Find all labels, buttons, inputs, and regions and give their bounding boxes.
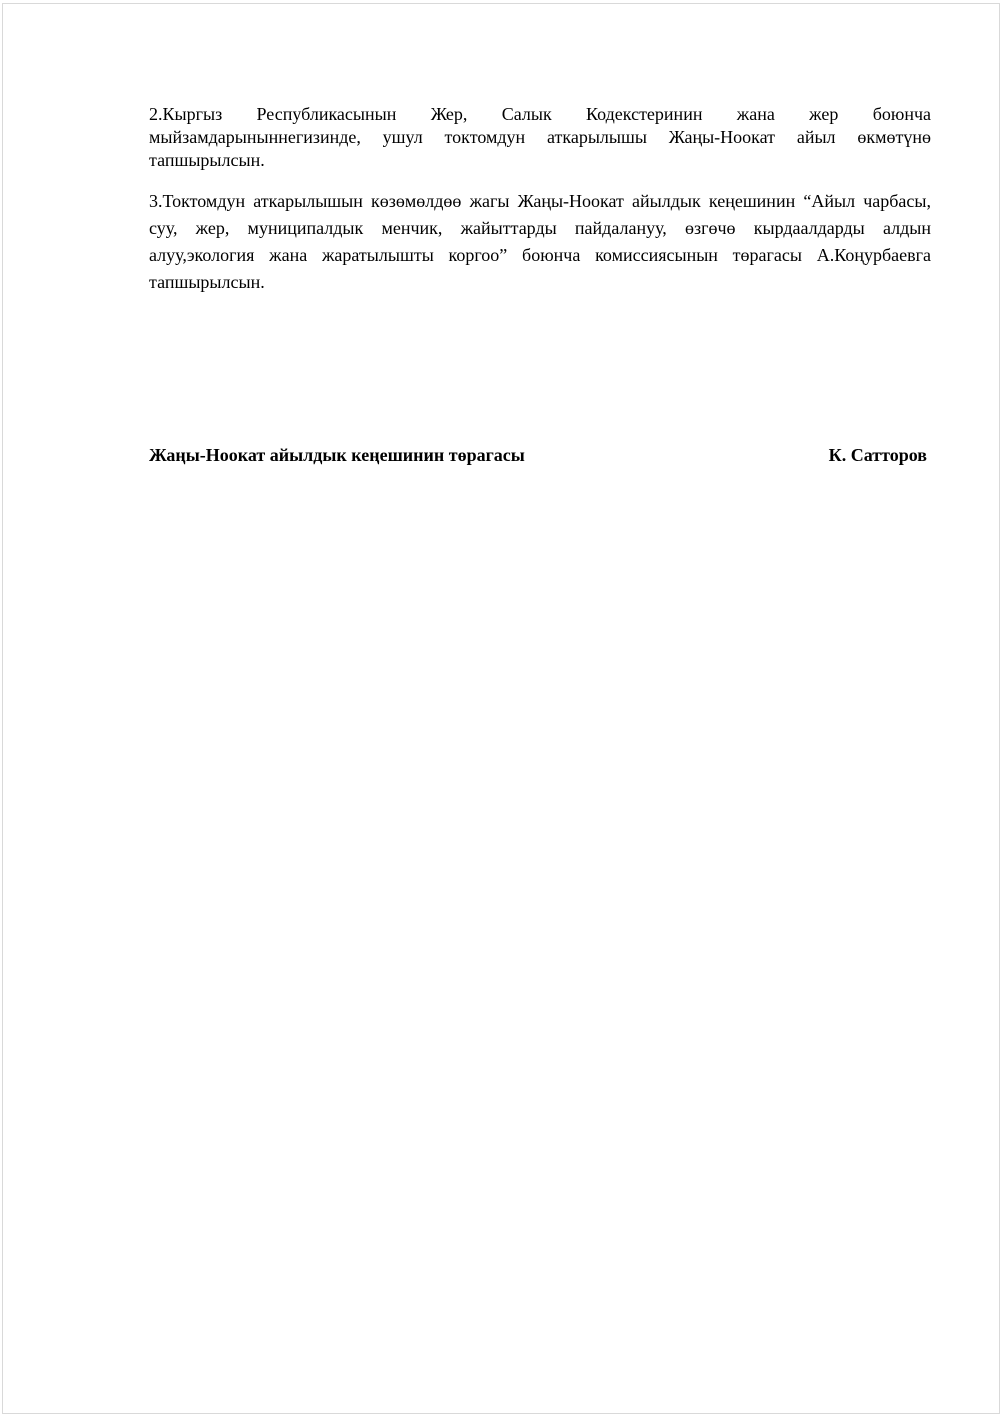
paragraph-3: 3.Токтомдун аткарылышын көзөмөлдөө жагы Жаңы-Ноокат айылдык кеңешинин “Айыл чарбасы, суу, жер, муниципалдык менчик, жайыттарды пайдалануу, өзгөчө кырдаалдарды алдын алуу,экология жана жаратылышты коргоо” боюнча комиссиясынын төрагасы А.Коңурбаевга тапшырылсын. <box>149 191 931 292</box>
signatory-title: Жаңы-Ноокат айылдык кеңешинин төрагасы <box>149 444 525 465</box>
document-page <box>2 3 1000 1414</box>
paragraph-2: 2.Кыргыз Республикасынын Жер, Салык Кодекстеринин жана жер боюнча мыйзамдарыныннегизинде, ушул токтомдун аткарылышы Жаңы-Ноокат айыл өкмөтүнө тапшырылсын. <box>149 104 931 170</box>
signatory-name: К. Сатторов <box>828 444 927 465</box>
signature-block <box>149 442 927 468</box>
